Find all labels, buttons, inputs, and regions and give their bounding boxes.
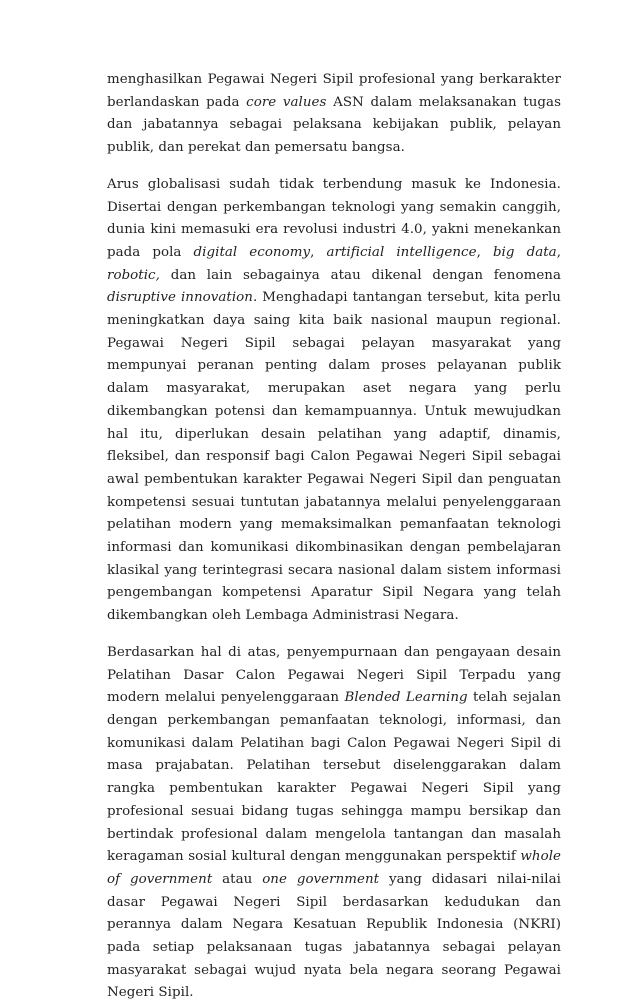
text-span: dan lain sebagainya atau dikenal dengan fenomena bbox=[159, 267, 561, 283]
paragraph-3 bbox=[107, 642, 561, 1005]
text-span: telah sejalan dengan perkembangan pemanfaatan teknologi, informasi, dan komunikasi dalam Pelatihan bagi Calon Pegawai Negeri Sipil di masa prajabatan. Pelatihan tersebut diselenggarakan dalam rangka pembentukan karakter Pegawai Negeri Sipil yang profesional sesuai bidang tugas sehingga mampu bersikap dan bertindak profesional dalam mengelola tantangan dan masalah keragaman sosial kultural dengan menggunakan perspektif bbox=[107, 690, 561, 865]
text-span: yang didasari nilai-nilai dasar Pegawai Negeri Sipil berdasarkan kedudukan dan perannya dalam Negara Kesatuan Republik Indonesia (NKRI) pada setiap pelaksanaan tugas jabatannya sebagai pelayan masyarakat sebagai wujud nyata bela negara seorang Pegawai Negeri Sipil. bbox=[107, 871, 562, 1001]
italic-span: artificial intelligence bbox=[326, 244, 477, 260]
text-span: ASN dalam melaksanakan tugas dan jabatannya sebagai pelaksana kebijakan publik, pelayan publik, dan perekat dan pemersatu bangsa. bbox=[107, 94, 561, 156]
text-span: , bbox=[310, 244, 327, 260]
paragraph-2 bbox=[107, 174, 561, 628]
text-span: Arus globalisasi sudah tidak terbendung masuk ke Indonesia. Disertai dengan perkembangan teknologi yang semakin canggih, dunia kini memasuki era revolusi industri 4.0, yakni menekankan pada pola bbox=[107, 176, 561, 260]
italic-span: one government bbox=[262, 871, 380, 887]
italic-span: big data bbox=[492, 244, 557, 260]
italic-span: digital economy bbox=[193, 244, 311, 260]
text-span: , bbox=[556, 244, 562, 260]
text-span: Menghadapi tantangan tersebut, kita perlu meningkatkan daya saing kita baik nasional maupun regional. Pegawai Negeri Sipil sebagai pelayan masyarakat yang mempunyai peranan penting dalam proses pelayanan publik dalam masyarakat, merupakan aset negara yang perlu dikembangkan potensi dan kemampuannya. Untuk mewujudkan hal itu, diperlukan desain pelatihan yang adaptif, dinamis, fleksibel, dan responsif bagi Calon Pegawai Negeri Sipil sebagai awal pembentukan karakter Pegawai Negeri Sipil dan penguatan kompetensi sesuai tuntutan jabatannya melalui penyelenggaraan pelatihan modern yang memaksimalkan pemanfaatan teknologi informasi dan komunikasi dikombinasikan dengan pembelajaran klasikal yang terintegrasi secara nasional dalam sistem informasi pengembangan kompetensi Aparatur Sipil Negara yang telah dikembangkan oleh Lembaga Administrasi Negara. bbox=[107, 290, 561, 624]
text-span: Berdasarkan hal di atas, penyempurnaan dan pengayaan desain Pelatihan Dasar Calon Pegawai Negeri Sipil Terpadu yang modern melalui penyelenggaraan bbox=[107, 644, 561, 706]
text-span: , bbox=[476, 244, 493, 260]
paragraph-1 bbox=[107, 69, 561, 160]
text-span: atau bbox=[212, 871, 263, 887]
text-span: menghasilkan Pegawai Negeri Sipil profesional yang berkarakter berlandaskan pada bbox=[107, 72, 561, 110]
italic-span: core values bbox=[246, 94, 327, 110]
italic-span: robotic, bbox=[107, 267, 160, 283]
italic-span: Blended Learning bbox=[344, 690, 468, 706]
italic-span: whole of government bbox=[107, 849, 561, 887]
italic-span: disruptive innovation. bbox=[107, 290, 258, 306]
